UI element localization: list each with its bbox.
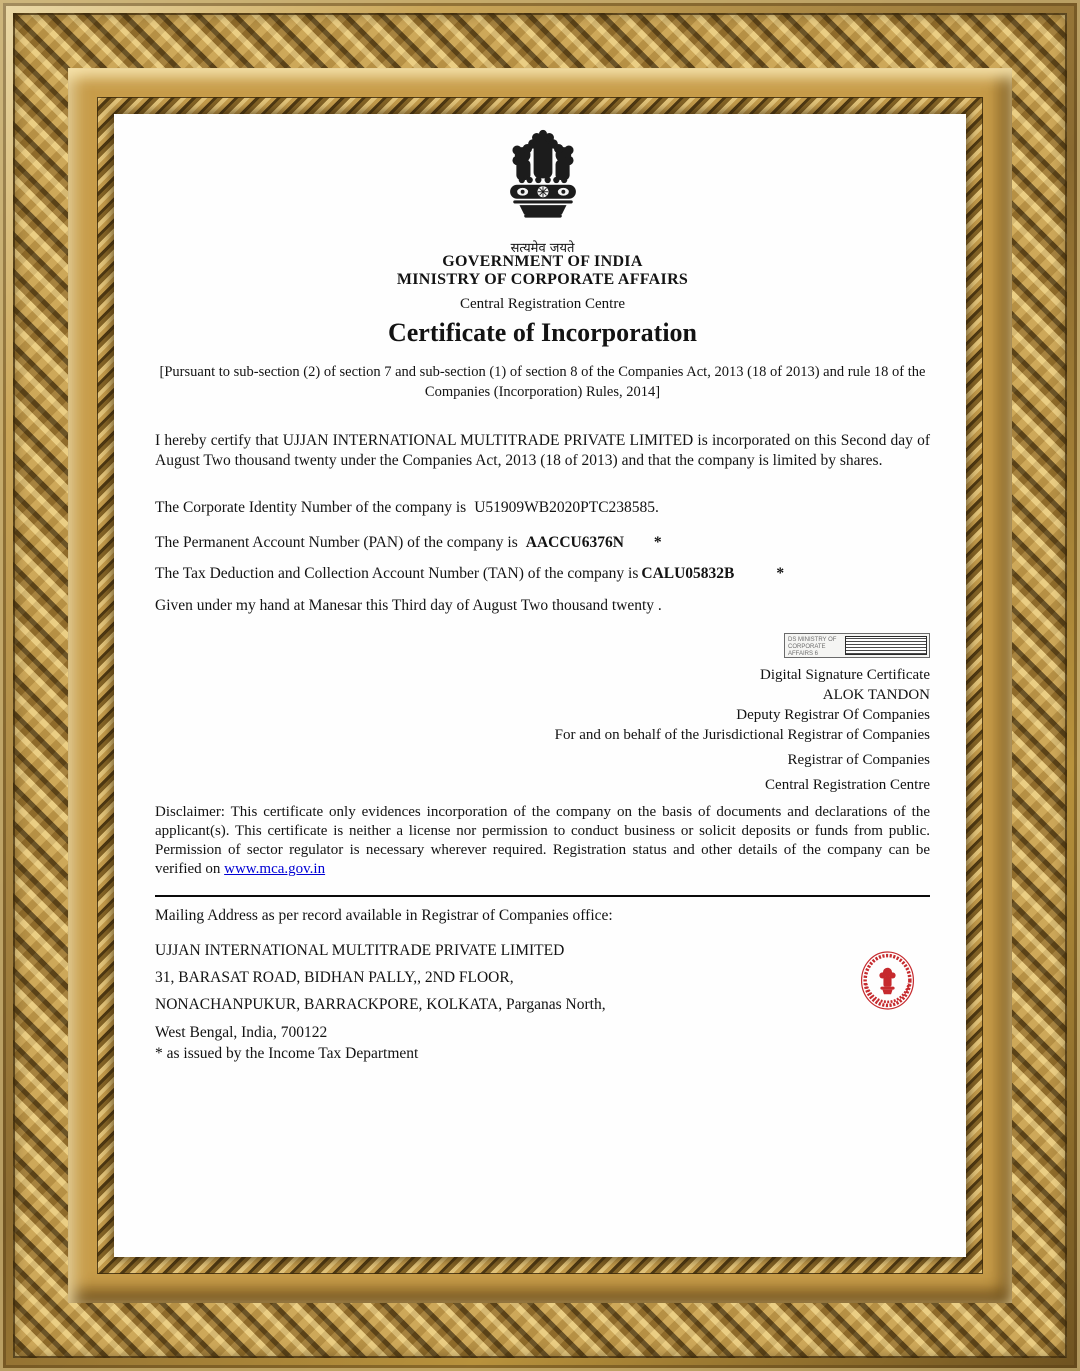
central-registration-centre: Central Registration Centre xyxy=(460,296,625,312)
sig-line-roc: Registrar of Companies xyxy=(787,752,930,768)
cin-value: U51909WB2020PTC238585. xyxy=(474,499,659,516)
pan-label: The Permanent Account Number (PAN) of the company is xyxy=(155,534,518,551)
header-government-lines xyxy=(155,253,930,289)
frame-inner-lip xyxy=(97,97,983,1274)
certificate-title: Certificate of Incorporation xyxy=(387,318,698,347)
frame-ornate-band xyxy=(13,13,1067,1358)
frame-scoop-band xyxy=(68,68,1012,1303)
tan-value: CALU05832B xyxy=(641,565,735,582)
ds-stamp-label: DS MINISTRY OF CORPORATE AFFAIRS 6 xyxy=(788,637,837,657)
sig-line-name: ALOK TANDON xyxy=(822,687,930,703)
ds-stamp-text-block xyxy=(845,636,927,655)
sig-line-designation: Deputy Registrar Of Companies xyxy=(736,707,930,723)
address-line-3: West Bengal, India, 700122 xyxy=(155,1023,328,1041)
government-of-india: GOVERNMENT OF INDIA xyxy=(442,253,643,270)
section-divider xyxy=(155,895,930,897)
pan-asterisk: * xyxy=(653,534,662,551)
pan-line xyxy=(155,534,930,552)
tan-asterisk: * xyxy=(776,565,785,582)
certify-paragraph: I hereby certify that UJJAN INTERNATIONAL MULTITRADE PRIVATE LIMITED is incorporated on this Second day of August Two thousand twenty under the Companies Act, 2013 (18 of 2013) and that the company is limited by shares. xyxy=(155,432,930,469)
tan-label: The Tax Deduction and Collection Account Number (TAN) of the company is xyxy=(155,565,639,582)
cin-line xyxy=(155,499,930,517)
cin-label: The Corporate Identity Number of the company is xyxy=(155,499,467,516)
india-national-emblem-icon xyxy=(496,128,590,232)
sig-line-crc: Central Registration Centre xyxy=(765,777,930,793)
footnote: * as issued by the Income Tax Department xyxy=(155,1045,419,1062)
disclaimer-text: Disclaimer: This certificate only evidences incorporation of the company on the basis of documents and declarations of the applicant(s). This certificate is neither a license nor permission to conduct business or solicit deposits or funds from public. Permission of sector regulator is necessary wherever required. Registration status and other details of the company can be verified on xyxy=(155,804,930,877)
emblem-block xyxy=(155,128,930,256)
signature-block xyxy=(155,665,930,795)
ministry-of-corporate-affairs: MINISTRY OF CORPORATE AFFAIRS xyxy=(396,271,689,288)
sig-line-on-behalf: For and on behalf of the Jurisdictional Registrar of Companies xyxy=(554,727,930,743)
emblem-motto: सत्यमेव जयते xyxy=(510,241,575,256)
sig-line-dsc: Digital Signature Certificate xyxy=(760,667,930,683)
address-line-1: 31, BARASAT ROAD, BIDHAN PALLY,, 2ND FLOOR, xyxy=(155,969,514,987)
given-under-hand-line: Given under my hand at Manesar this Third day of August Two thousand twenty . xyxy=(155,597,662,614)
digital-signature-stamp xyxy=(784,633,930,658)
address-company-name: UJJAN INTERNATIONAL MULTITRADE PRIVATE LIMITED xyxy=(155,942,565,959)
disclaimer xyxy=(155,803,930,879)
mailing-address-heading: Mailing Address as per record available in Registrar of Companies office: xyxy=(155,907,613,924)
pursuant-clause: [Pursuant to sub-section (2) of section 7 and sub-section (1) of section 8 of the Companies Act, 2013 (18 of 2013) and rule 18 of the Companies (Incorporation) Rules, 2014] xyxy=(159,364,926,400)
certificate-paper xyxy=(114,114,966,1257)
mca-red-seal-icon xyxy=(859,950,916,1011)
tan-line xyxy=(155,565,930,583)
pan-value: AACCU6376N xyxy=(525,534,624,551)
mailing-address-block xyxy=(155,937,930,1046)
mca-website-link[interactable]: www.mca.gov.in xyxy=(224,861,326,877)
address-line-2: NONACHANPUKUR, BARRACKPORE, KOLKATA, Parganas North, xyxy=(155,996,606,1014)
